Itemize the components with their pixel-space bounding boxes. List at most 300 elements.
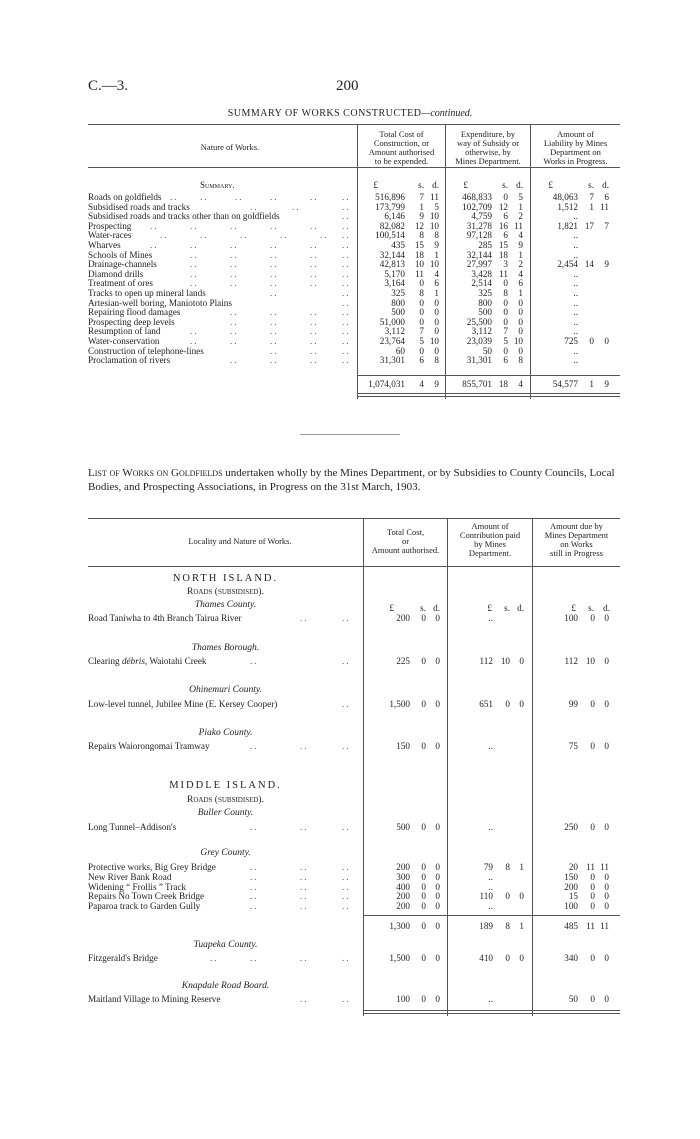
amount-cell: 0 [435,901,440,912]
amount-cell: 0 [503,345,508,356]
row-label: Paparoa track to Garden Gully [88,901,201,912]
table2-header-locality: Locality and Nature of Works. [188,536,292,546]
leader-dots: .. [270,336,279,346]
table2-bottom-rule [363,1013,620,1014]
leader-dots: .. [230,355,239,366]
knapdale-heading: Knapdale Road Board. [181,981,270,991]
leader-dots: .. [190,278,199,289]
table-row [0,250,700,260]
amount-cell: 100 [564,613,578,623]
amount-cell: 340 [564,953,578,963]
leader-dots: .. [342,891,351,902]
row-label: Prospecting [88,220,132,231]
leader-dots: .. [200,192,209,202]
amount-cell: 0 [604,822,609,832]
amount-cell: 32,144 [379,249,405,260]
amount-cell: 8 [419,230,424,241]
amount-cell: 0 [604,891,609,902]
leader-dots: .. [270,326,279,337]
row-label: Long Tunnel–Addison's [88,822,177,832]
amount-cell: .. [488,613,493,623]
table-row [0,192,700,202]
amount-cell: 7 [589,192,594,202]
roads-subsidised-heading: Roads (subsidised). [187,587,264,597]
amount-cell: 42,813 [379,259,405,270]
amount-cell: 0 [604,699,609,709]
leader-dots: .. [342,268,351,279]
table-row [0,259,700,269]
amount-cell: 0 [435,891,440,902]
middle-island-heading: MIDDLE ISLAND. [169,780,282,791]
amount-cell: 0 [434,345,439,356]
amount-cell: 0 [604,881,609,892]
leader-dots: .. [300,881,309,892]
leader-dots: .. [300,862,309,872]
leader-dots: .. [342,220,351,231]
table2-top-rule [88,518,620,519]
amount-cell: 0 [503,192,508,202]
table1-total-rule [357,375,620,376]
table1-header-nature: Nature of Works. [200,142,260,152]
table-row [0,901,700,911]
amount-cell: 15 [414,240,424,250]
amount-cell: 16 [498,220,508,231]
amount-cell: 9 [518,240,523,250]
amount-cell: 0 [518,307,523,318]
row-label: Repairing flood damages [88,307,181,318]
leader-dots: .. [342,345,351,356]
leader-dots: .. [342,336,351,346]
leader-dots: .. [230,259,239,270]
amount-cell: 51,000 [379,316,405,327]
table-row [0,741,700,751]
leader-dots: .. [250,871,259,882]
amount-cell: 173,799 [375,201,405,212]
amount-cell: 0 [421,862,426,872]
amount-cell: 3,112 [471,326,492,337]
amount-cell: 1,300 [389,921,410,931]
row-label: Protective works, Big Grey Bridge [88,862,216,872]
amount-cell: 1 [519,921,524,931]
amount-cell: .. [573,345,578,356]
leader-dots: .. [270,259,279,270]
tuapeka-county-heading: Tuapeka County. [193,940,258,950]
leader-dots: .. [342,288,351,298]
amount-cell: 0 [435,741,440,751]
amount-cell: 0 [505,891,510,902]
row-label: Construction of telephone-lines [88,345,204,356]
leader-dots: .. [342,901,351,912]
table1-header-cost: Total Cost of Construction, or Amount authorised to be expended. [368,129,435,166]
amount-cell: 0 [590,953,595,963]
buller-county-heading: Buller County. [197,808,254,818]
leader-dots: .. [270,316,279,327]
amount-cell: 6 [419,355,424,366]
thames-borough-heading: Thames Borough. [191,643,260,653]
amount-cell: 150 [564,871,578,882]
amount-cell: 5,170 [384,268,405,279]
amount-cell: 0 [604,901,609,912]
leader-dots: .. [292,201,301,212]
amount-cell: 0 [590,871,595,882]
leader-dots: .. [250,891,259,902]
amount-cell: 800 [478,297,492,308]
amount-cell: 75 [568,741,578,751]
leader-dots: .. [190,268,199,279]
section-divider [300,434,400,435]
leader-dots: .. [342,316,351,327]
amount-cell: 1 [589,201,594,212]
amount-cell: 0 [519,699,524,709]
amount-cell: 0 [505,699,510,709]
amount-cell: 0 [503,307,508,318]
leader-dots: .. [300,613,309,623]
leader-dots: .. [310,220,319,231]
amount-cell: 5 [518,192,523,202]
table-row [0,355,700,365]
leader-dots: .. [310,326,319,337]
row-label: Proclamation of rivers [88,355,171,366]
leader-dots: .. [250,201,259,212]
amount-cell: 0 [435,994,440,1004]
table2-header-due: Amount due by Mines Department on Works still in Progress [544,521,609,558]
amount-cell: 200 [564,881,578,892]
amount-cell: 1 [519,862,524,872]
amount-cell: .. [573,288,578,298]
amount-cell: 11 [430,192,439,202]
amount-cell: 99 [568,699,578,709]
amount-cell: 0 [434,316,439,327]
amount-cell: 500 [391,307,405,318]
leader-dots: .. [190,336,199,346]
amount-cell: 200 [396,901,410,912]
amount-cell: 0 [421,921,426,931]
leader-dots: .. [150,240,159,250]
amount-cell: 14 [584,259,594,270]
amount-cell: 10 [429,336,439,346]
amount-cell: 6 [503,211,508,222]
table-row [0,822,700,832]
amount-cell: 6 [503,230,508,241]
amount-cell: 8 [505,862,510,872]
amount-cell: 11 [600,921,609,931]
leader-dots: .. [300,901,309,912]
amount-cell: 50 [482,345,492,356]
leader-dots: .. [270,240,279,250]
leader-dots: .. [342,211,351,222]
amount-cell: 468,833 [462,192,492,202]
amount-cell: 325 [391,288,405,298]
leader-dots: .. [270,268,279,279]
amount-cell: 410 [479,953,493,963]
leader-dots: .. [342,613,351,623]
table-row [0,699,700,709]
amount-cell: 8 [434,230,439,241]
summary-heading: Summary. [200,180,235,190]
amount-cell: 0 [421,613,426,623]
amount-cell: 1 [518,249,523,260]
amount-cell: .. [573,297,578,308]
amount-cell: 82,082 [379,220,405,231]
table-row [0,613,700,623]
amount-cell: 31,301 [379,355,405,366]
amount-cell: 0 [419,297,424,308]
leader-dots: .. [270,288,279,298]
amount-cell: 0 [590,613,595,623]
amount-cell: 0 [604,994,609,1004]
amount-cell: 0 [519,953,524,963]
amount-cell: 11 [586,921,595,931]
amount-cell: 23,039 [466,336,492,346]
amount-cell: 2 [518,211,523,222]
row-label: Widening “ Frollis ” Track [88,881,187,892]
amount-cell: 0 [604,613,609,623]
leader-dots: .. [310,316,319,327]
amount-cell: 8 [505,921,510,931]
leader-dots: .. [250,953,259,963]
amount-cell: 0 [590,822,595,832]
table-row [0,346,700,356]
leader-dots: .. [342,953,351,963]
amount-cell: 0 [419,307,424,318]
amount-cell: 1 [434,288,439,298]
table1-header-expenditure: Expenditure, by way of Subsidy or otherwise, by Mines Department. [455,129,521,166]
amount-cell: .. [573,211,578,222]
table-row [0,298,700,308]
table-row [0,202,700,212]
table-row [0,211,700,221]
amount-cell: 9 [434,240,439,250]
amount-cell: 5 [434,201,439,212]
leader-dots: .. [342,201,351,212]
leader-dots: .. [342,307,351,318]
amount-cell: 0 [421,741,426,751]
north-island-heading: NORTH ISLAND. [172,573,279,584]
amount-cell: 0 [435,871,440,882]
amount-cell: 0 [421,871,426,882]
amount-cell: 0 [421,881,426,892]
amount-cell: 0 [434,326,439,337]
row-label: Tracks to open up mineral lands [88,288,206,298]
amount-cell: 1,512 [557,201,578,212]
grey-subtotal-rule [363,915,620,916]
leader-dots: .. [210,953,219,963]
row-label: Diamond drills [88,268,144,279]
leader-dots: .. [270,278,279,289]
table-row [0,240,700,250]
amount-cell: 2,454 [557,259,578,270]
table-row: Clearing débris, Waiotahi Creek .. .. 225 0 0 112 10 0 112 10 0 [88,656,609,666]
amount-cell: 500 [478,307,492,318]
leader-dots: .. [342,326,351,337]
amount-cell: 200 [396,613,410,623]
amount-cell: 0 [435,613,440,623]
amount-cell: 15 [568,891,578,902]
amount-cell: 0 [421,953,426,963]
row-label: Road Taniwha to 4th Branch Tairua River [88,613,242,623]
table1-top-rule [88,124,620,125]
leader-dots: .. [300,994,309,1004]
amount-cell: .. [488,871,493,882]
amount-cell: 400 [396,881,410,892]
table-row [0,278,700,288]
table-row [0,221,700,231]
leader-dots: .. [170,192,179,202]
leader-dots: .. [270,345,279,356]
amount-cell: 0 [434,307,439,318]
leader-dots: .. [300,953,309,963]
amount-cell: 4 [518,268,523,279]
amount-cell: 1,500 [389,699,410,709]
leader-dots: .. [230,307,239,318]
leader-dots: .. [250,822,259,832]
leader-dots: .. [310,240,319,250]
row-label: Prospecting deep levels [88,316,175,327]
table2-currency-row: £ s. d. £ s. d. £ s. d. [389,603,610,613]
amount-cell: 25,500 [466,316,492,327]
amount-cell: 18 [414,249,424,260]
leader-dots: .. [230,240,239,250]
amount-cell: 6 [503,355,508,366]
amount-cell: 8 [434,355,439,366]
amount-cell: 8 [419,288,424,298]
row-label: Water-races [88,230,132,241]
table1-title: SUMMARY OF WORKS CONSTRUCTED—continued. [227,108,473,119]
amount-cell: 6,146 [384,211,405,222]
leader-dots: .. [342,297,351,308]
amount-cell: 27,997 [466,259,492,270]
amount-cell: 100 [396,994,410,1004]
row-label: Fitzgerald's Bridge [88,953,158,963]
leader-dots: .. [250,901,259,912]
amount-cell: 15 [498,240,508,250]
table1-bottom-rule [357,393,620,394]
amount-cell: .. [488,994,493,1004]
amount-cell: 8 [518,355,523,366]
amount-cell: 435 [391,240,405,250]
table2-bottom-rule [363,1010,620,1011]
table-row [0,994,700,1004]
amount-cell: 3,112 [384,326,405,337]
amount-cell: 1,821 [557,220,578,231]
leader-dots: .. [310,192,319,202]
amount-cell: 150 [396,741,410,751]
leader-dots: .. [342,249,351,260]
amount-cell: .. [573,278,578,289]
amount-cell: 31,301 [466,355,492,366]
leader-dots: .. [342,862,351,872]
leader-dots: .. [190,259,199,270]
row-label: Maitland Village to Mining Reserve [88,994,221,1004]
table2-header-contribution: Amount of Contribution paid by Mines Department. [459,521,521,558]
amount-cell: .. [573,326,578,337]
amount-cell: 6 [434,278,439,289]
amount-cell: .. [573,268,578,279]
amount-cell: 12 [414,220,424,231]
amount-cell: 11 [600,862,609,872]
amount-cell: .. [488,901,493,912]
amount-cell: .. [573,355,578,366]
amount-cell: 7 [419,192,424,202]
leader-dots: .. [310,268,319,279]
piako-county-heading: Piako County. [198,728,253,738]
amount-cell: 0 [419,316,424,327]
amount-cell: 5 [419,336,424,346]
amount-cell: 3,164 [384,278,405,289]
table-row [0,269,700,279]
amount-cell: 0 [421,822,426,832]
table2-col-divider [532,518,533,1016]
amount-cell: 0 [604,741,609,751]
amount-cell: 0 [590,881,595,892]
amount-cell: 189 [479,921,493,931]
row-label: Treatment of ores [88,278,153,289]
amount-cell: 2,514 [471,278,492,289]
leader-dots: .. [270,220,279,231]
leader-dots: .. [300,822,309,832]
leader-dots: .. [250,741,259,751]
thames-county-heading: Thames County. [194,600,257,610]
table-row [0,921,700,931]
amount-cell: 200 [396,862,410,872]
leader-dots: .. [190,220,199,231]
leader-dots: .. [270,307,279,318]
amount-cell: .. [488,741,493,751]
table-row [0,317,700,327]
amount-cell: 23,764 [379,336,405,346]
amount-cell: 0 [518,316,523,327]
amount-cell: 0 [505,953,510,963]
amount-cell: 11 [514,220,523,231]
amount-cell: 11 [600,201,609,212]
amount-cell: 100 [564,901,578,912]
leader-dots: .. [342,871,351,882]
leader-dots: .. [300,741,309,751]
amount-cell: 0 [421,994,426,1004]
amount-cell: 4 [434,268,439,279]
amount-cell: 0 [435,921,440,931]
table1-currency-row: £ s. d. £ s. d. £ s. d. [373,180,609,190]
table-row [0,307,700,317]
amount-cell: 0 [435,881,440,892]
leader-dots: .. [190,249,199,260]
amount-cell: 7 [503,326,508,337]
leader-dots: .. [310,307,319,318]
leader-dots: .. [230,278,239,289]
amount-cell: 110 [479,891,493,902]
table2-header-cost: Total Cost, or Amount authorised. [371,527,440,555]
row-label: Low-level tunnel, Jubilee Mine (E. Kersey Cooper) [88,699,278,709]
leader-dots: .. [250,881,259,892]
leader-dots: .. [230,268,239,279]
leader-dots: .. [240,230,249,241]
leader-dots: .. [320,230,329,241]
table1-bottom-rule [357,396,620,397]
amount-cell: .. [573,230,578,241]
grey-county-heading: Grey County. [200,848,251,858]
leader-dots: .. [342,699,351,709]
leader-dots: .. [310,259,319,270]
amount-cell: 0 [421,891,426,902]
amount-cell: 9 [604,259,609,270]
amount-cell: 3 [503,259,508,270]
amount-cell: 0 [590,994,595,1004]
table-row [0,288,700,298]
amount-cell: 1 [434,249,439,260]
table-row [0,326,700,336]
leader-dots: .. [342,881,351,892]
leader-dots: .. [310,336,319,346]
